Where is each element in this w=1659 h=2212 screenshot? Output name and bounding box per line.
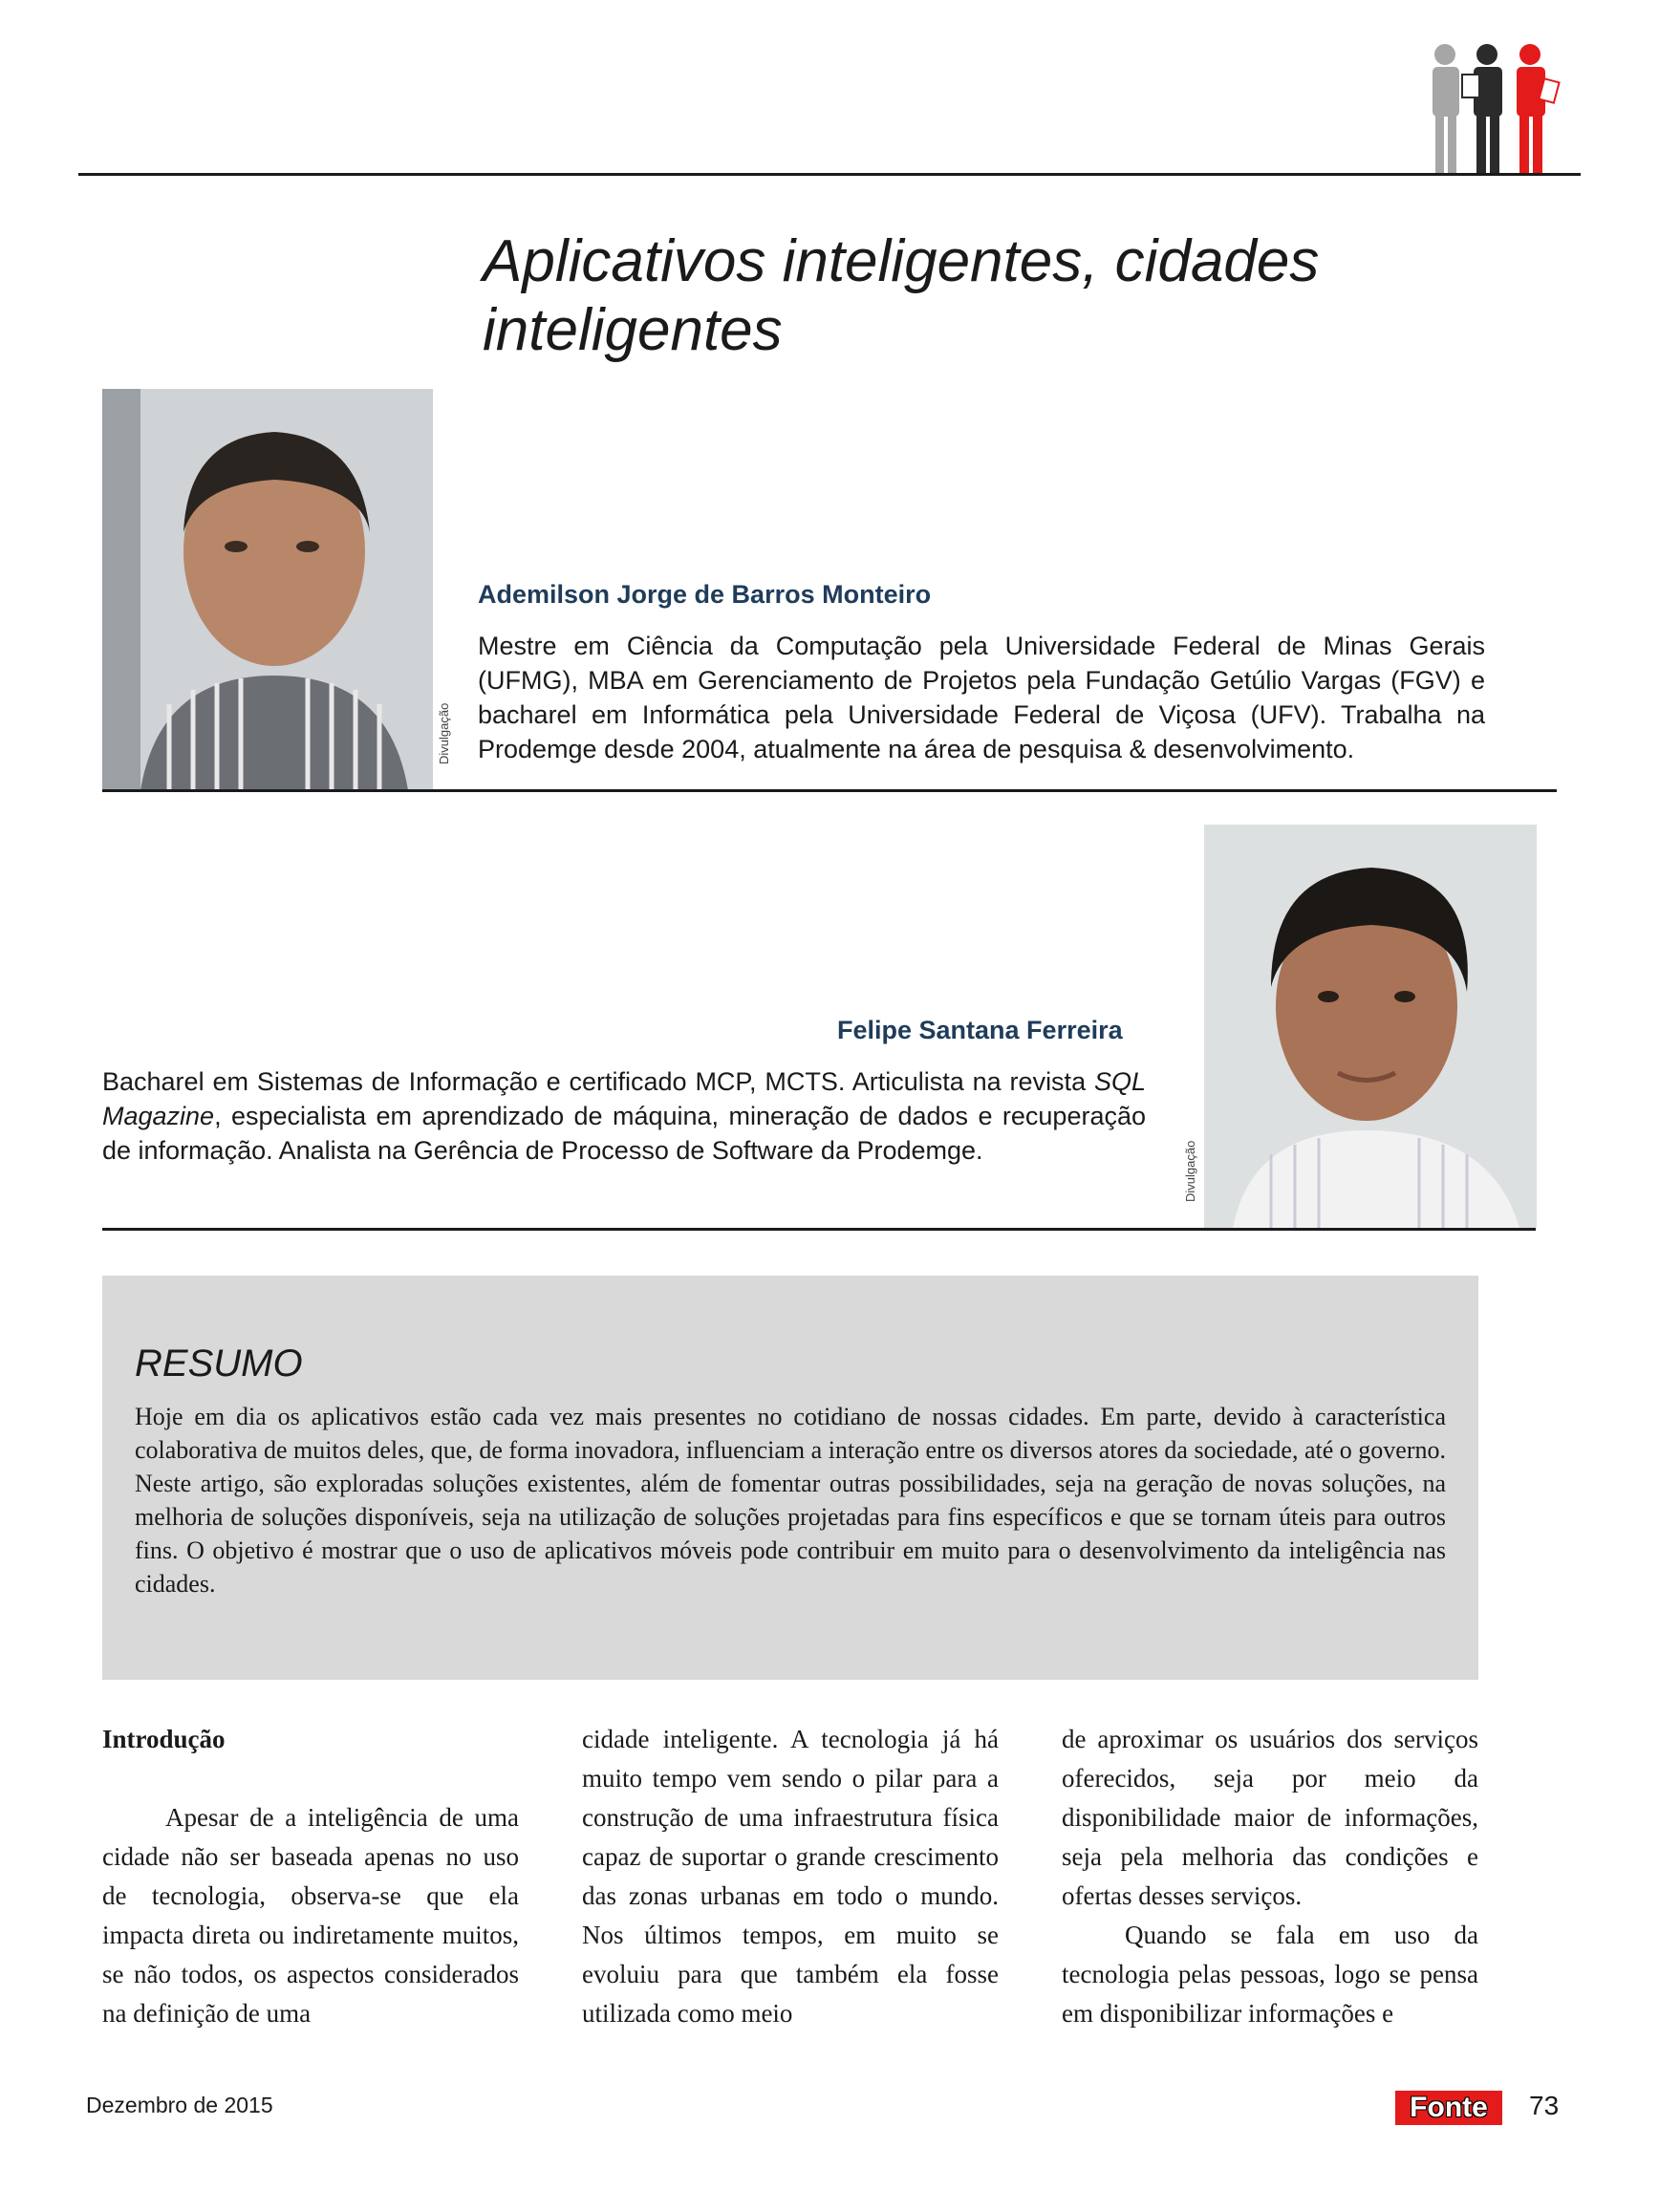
author-photo <box>102 389 433 790</box>
header-rule <box>78 173 1581 176</box>
people-group-icon <box>1424 42 1567 176</box>
article-title: Aplicativos inteligentes, cidades inteligentes <box>483 228 1320 363</box>
abstract-title: RESUMO <box>135 1342 303 1385</box>
body-column-1 <box>102 1720 519 2033</box>
section-heading: Introdução <box>102 1725 226 1753</box>
section-rule <box>102 1228 1536 1231</box>
photo-credit: Divulgação <box>1183 1140 1197 1202</box>
photo-credit: Divulgação <box>437 702 451 764</box>
body-column-2 <box>582 1720 999 2033</box>
author-bio: Mestre em Ciência da Computação pela Universidade Federal de Minas Gerais (UFMG), MBA em Gerenciamento de Projetos pela Fundação Getúlio Vargas (FGV) e bacharel em Informática pela Universidade Federal de Viçosa (UFV). Trabalha na Prodemge desde 2004, atualmente na área de pesquisa & desenvolvimento. <box>478 632 1485 763</box>
author-name: Felipe Santana Ferreira <box>837 1016 1123 1044</box>
brand-logo: Fonte <box>1395 2091 1502 2125</box>
abstract-text: Hoje em dia os aplicativos estão cada vez mais presentes no cotidiano de nossas cidades. Em parte, devido à característica colaborativa de muitos deles, que, de forma inovadora, influenciam a interação entre os diversos atores da sociedade, até o governo. Neste artigo, são exploradas soluções existentes, além de fomentar outras possibilidades, seja na geração de novas soluções, na melhoria de soluções disponíveis, seja na utilização de soluções projetadas para fins específicos e que se tornam úteis para outros fins. O objetivo é mostrar que o uso de aplicativos móveis pode contribuir em muito para o desenvolvimento da inteligência nas cidades. <box>135 1403 1446 1598</box>
body-column-3 <box>1062 1720 1478 2033</box>
author-bio: Bacharel em Sistemas de Informação e certificado MCP, MCTS. Articulista na revista SQL Magazine, especialista em aprendizado de máquina, mineração de dados e recuperação de informação. Analista na Gerência de Processo de Software da Prodemge. <box>102 1067 1146 1165</box>
author-photo <box>1204 825 1537 1228</box>
body-paragraph: Quando se fala em uso da tecnologia pelas pessoas, logo se pensa em disponibilizar informações e <box>1062 1921 1478 2028</box>
body-paragraph: Apesar de a inteligência de uma cidade não ser baseada apenas no uso de tecnologia, observa-se que ela impacta direta ou indiretamente muitos, se não todos, os aspectos considerados na definição de uma <box>102 1803 519 2028</box>
section-rule <box>102 789 1557 792</box>
body-paragraph: de aproximar os usuários dos serviços oferecidos, seja por meio da disponibilidade maior de informações, seja pela melhoria das condições e ofertas desses serviços. <box>1062 1725 1478 1910</box>
abstract-box <box>102 1276 1478 1680</box>
footer-date: Dezembro de 2015 <box>86 2093 273 2117</box>
page-number: 73 <box>1529 2091 1560 2120</box>
body-paragraph: cidade inteligente. A tecnologia já há muito tempo vem sendo o pilar para a construção de uma infraestrutura física capaz de suportar o grande crescimento das zonas urbanas em todo o mundo. Nos últimos tempos, em muito se evoluiu para que também ela fosse utilizada como meio <box>582 1725 999 2028</box>
author-name: Ademilson Jorge de Barros Monteiro <box>478 580 932 609</box>
